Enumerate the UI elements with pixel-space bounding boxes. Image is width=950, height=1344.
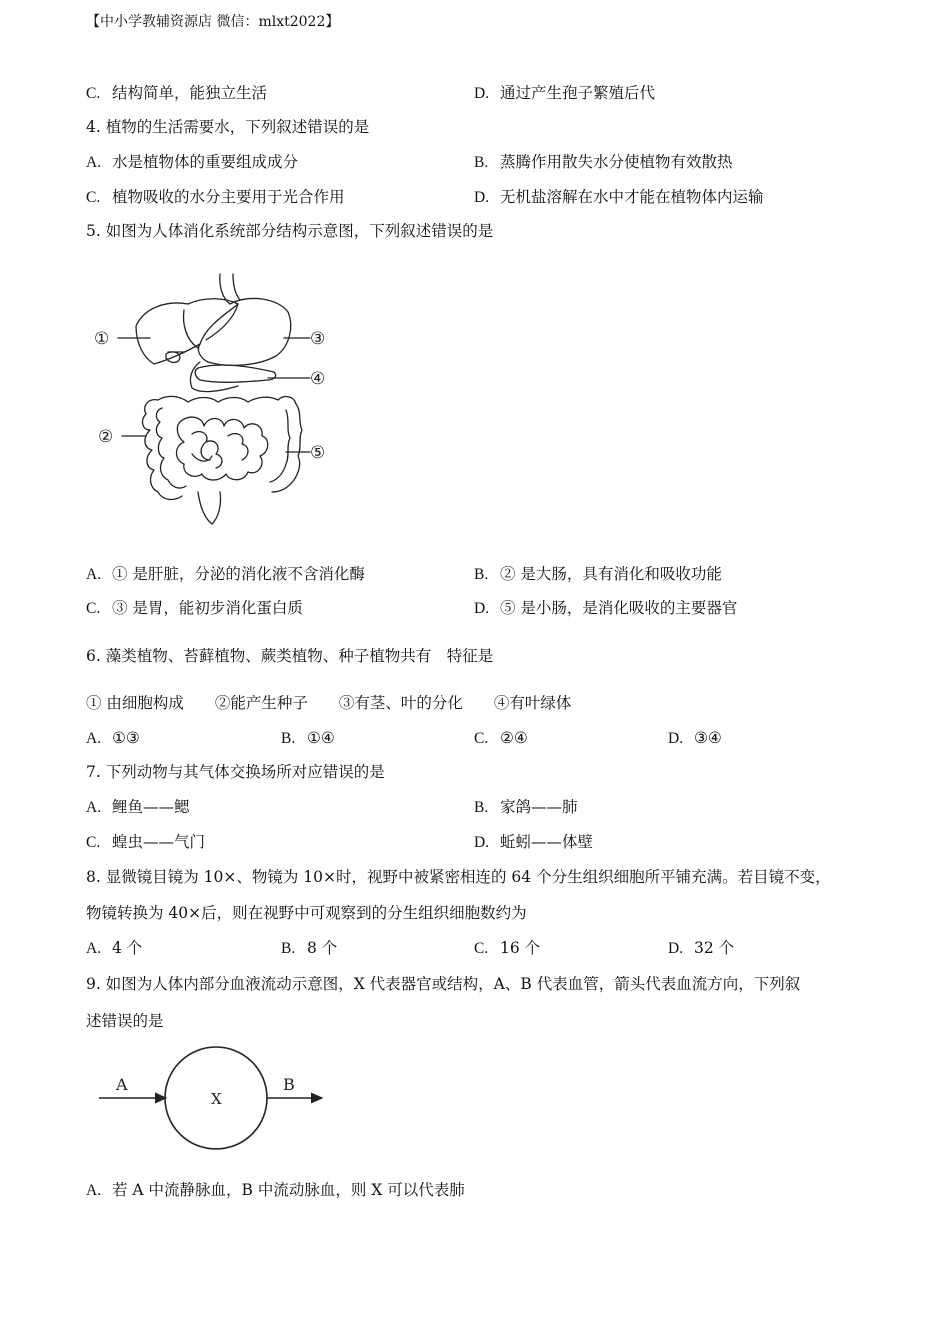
figure-label-3: ③ (310, 329, 326, 349)
q8-stem-line-2: 物镜转换为 40×后，则在视野中可观察到的分生组织细胞数约为 (86, 904, 527, 922)
figure-label-5: ⑤ (310, 443, 326, 463)
option-text: 若 A 中流静脉血，B 中流动脉血，则 X 可以代表肺 (112, 1181, 465, 1199)
q5-option-d[interactable] (474, 598, 737, 619)
q5-stem: 5. 如图为人体消化系统部分结构示意图，下列叙述错误的是 (86, 222, 494, 240)
option-label: A. (86, 940, 102, 957)
q8-option-c[interactable] (474, 938, 540, 959)
option-text: 水是植物体的重要组成成分 (112, 153, 299, 171)
organ-x-label: X (211, 1090, 222, 1108)
option-text: ①③ (112, 729, 140, 747)
q6-stem: 6. 藻类植物、苔藓植物、蕨类植物、种子植物共有 特征是 (86, 647, 494, 665)
q8-option-d[interactable] (668, 938, 734, 959)
q8-stem-line-1: 8. 显微镜目镜为 10×、物镜为 10×时，视野中被紧密相连的 64 个分生组织细胞所平铺充满。若目镜不变， (86, 868, 831, 886)
option-text: 结构简单，能独立生活 (112, 84, 268, 102)
option-text: 通过产生孢子繁殖后代 (500, 84, 656, 102)
q6-option-a[interactable] (86, 728, 140, 749)
option-label: D. (474, 600, 490, 617)
option-text: 8 个 (307, 939, 338, 957)
q3-option-d[interactable] (474, 83, 655, 104)
option-text: ⑤ 是小肠，是消化吸收的主要器官 (500, 599, 738, 617)
vessel-b-label: B (283, 1075, 295, 1094)
option-label: C. (86, 600, 101, 617)
option-label: A. (86, 154, 102, 171)
figure-label-1: ① (94, 329, 110, 349)
page-header: 【中小学教辅资源店 微信：mlxt2022】 (86, 14, 340, 30)
option-label: B. (474, 799, 489, 816)
q6-option-d[interactable] (668, 728, 722, 749)
option-label: A. (86, 566, 102, 583)
option-text: 植物吸收的水分主要用于光合作用 (112, 188, 345, 206)
q9-stem-line-2: 述错误的是 (86, 1012, 164, 1030)
option-label: D. (474, 189, 490, 206)
q8-option-a[interactable] (86, 938, 142, 959)
q3-option-c[interactable] (86, 83, 267, 104)
q7-option-d[interactable] (474, 832, 593, 853)
q4-stem: 4. 植物的生活需要水，下列叙述错误的是 (86, 118, 370, 136)
option-label: D. (474, 85, 490, 102)
option-label: B. (281, 940, 296, 957)
option-text: ① 是肝脏，分泌的消化液不含消化酶 (112, 565, 365, 583)
q7-stem: 7. 下列动物与其气体交换场所对应错误的是 (86, 763, 385, 781)
q4-option-a[interactable] (86, 152, 298, 173)
option-label: B. (474, 154, 489, 171)
option-text: ①④ (307, 729, 335, 747)
q8-option-b[interactable] (281, 938, 337, 959)
q7-option-c[interactable] (86, 832, 205, 853)
vessel-a-label: A (116, 1075, 128, 1094)
option-label: A. (86, 799, 102, 816)
option-text: 鲤鱼——鳃 (112, 798, 190, 816)
option-label: D. (474, 834, 490, 851)
option-text: ③④ (694, 729, 722, 747)
option-label: C. (474, 940, 489, 957)
q4-option-b[interactable] (474, 152, 733, 173)
option-text: 蝗虫——气门 (112, 833, 206, 851)
option-text: 32 个 (694, 939, 735, 957)
option-label: C. (474, 730, 489, 747)
q9-stem-line-1: 9. 如图为人体内部分血液流动示意图，X 代表器官或结构，A、B 代表血管，箭头代表血流方向，下列叙 (86, 975, 801, 993)
option-label: D. (668, 940, 684, 957)
option-text: 家鸽——肺 (500, 798, 578, 816)
option-label: C. (86, 834, 101, 851)
option-text: 4 个 (112, 939, 143, 957)
option-text: 蒸腾作用散失水分使植物有效散热 (500, 153, 733, 171)
option-label: C. (86, 85, 101, 102)
q4-option-c[interactable] (86, 187, 345, 208)
q7-option-a[interactable] (86, 797, 190, 818)
option-text: ③ 是胃，能初步消化蛋白质 (112, 599, 303, 617)
option-label: B. (474, 566, 489, 583)
q5-option-b[interactable] (474, 564, 722, 585)
option-text: ②④ (500, 729, 528, 747)
q9-option-a[interactable] (86, 1180, 465, 1201)
option-label: C. (86, 189, 101, 206)
figure-label-4: ④ (310, 369, 326, 389)
option-text: 16 个 (500, 939, 541, 957)
q5-option-c[interactable] (86, 598, 303, 619)
q6-option-b[interactable] (281, 728, 335, 749)
q4-option-d[interactable] (474, 187, 764, 208)
option-text: 无机盐溶解在水中才能在植物体内运输 (500, 188, 764, 206)
figure-label-2: ② (98, 427, 114, 447)
option-label: D. (668, 730, 684, 747)
option-text: 蚯蚓——体壁 (500, 833, 594, 851)
option-text: ② 是大肠，具有消化和吸收功能 (500, 565, 722, 583)
q5-option-a[interactable] (86, 564, 365, 585)
blood-flow-figure (96, 1044, 328, 1156)
q7-option-b[interactable] (474, 797, 578, 818)
q6-items: ① 由细胞构成 ②能产生种子 ③有茎、叶的分化 ④有叶绿体 (86, 694, 572, 712)
q6-option-c[interactable] (474, 728, 528, 749)
option-label: A. (86, 1182, 102, 1199)
option-label: B. (281, 730, 296, 747)
option-label: A. (86, 730, 102, 747)
digestive-system-figure (88, 270, 338, 532)
